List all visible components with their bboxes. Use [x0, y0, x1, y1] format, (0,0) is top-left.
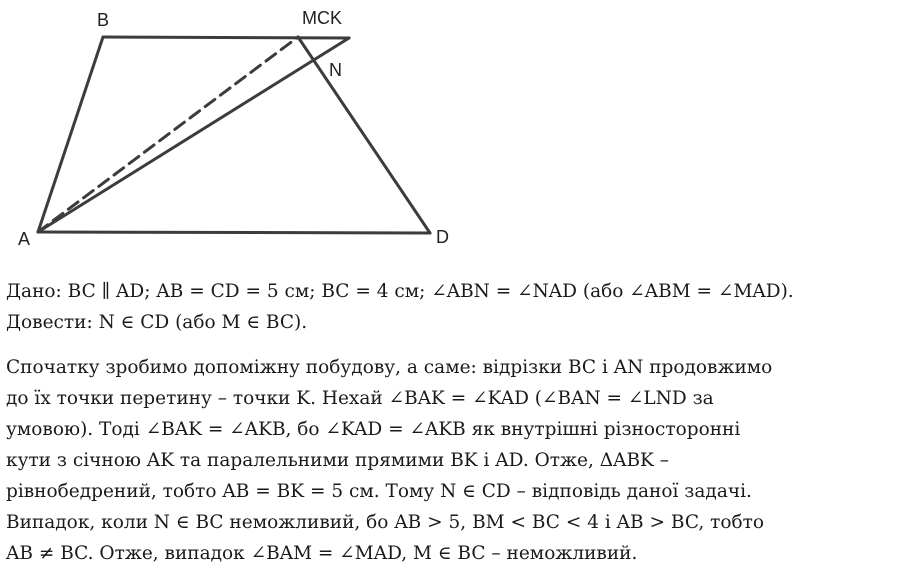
proof-line: Спочатку зробимо допоміжну побудову, а саме: відрізки BC і AN продовжимо	[6, 357, 773, 378]
label-n: N	[329, 60, 342, 80]
proof-line: Випадок, коли N ∈ BC неможливий, бо AB > 5, BM < BC < 4 і AB > BC, тобто	[6, 512, 764, 533]
base-bck	[103, 37, 349, 38]
trapezoid-figure	[0, 0, 903, 265]
label-d: D	[436, 227, 449, 247]
label-a: A	[18, 229, 31, 249]
side-ab	[38, 37, 103, 232]
proof-line: умовою). Тоді ∠BAK = ∠AKB, бо ∠KAD = ∠AKB як внутрішні різносторонні	[6, 419, 741, 440]
label-mck: MCK	[302, 8, 342, 28]
proof-section	[6, 352, 901, 569]
side-cd	[298, 37, 430, 233]
prove-line: Довести: N ∈ CD (або M ∈ BC).	[6, 312, 308, 333]
proof-line: AB ≠ BC. Отже, випадок ∠BAM = ∠MAD, M ∈ BC – неможливий.	[6, 543, 638, 564]
given-line: Дано: BC ∥ AD; AB = CD = 5 см; BC = 4 см; ∠ABN = ∠NAD (або ∠ABM = ∠MAD).	[6, 281, 794, 302]
segment-ak	[38, 38, 349, 232]
proof-line: рівнобедрений, тобто AB = BK = 5 см. Тому N ∈ CD – відповідь даної задачі.	[6, 481, 752, 502]
base-ad	[38, 232, 430, 233]
segment-am-dashed	[38, 37, 298, 232]
label-b: B	[97, 10, 110, 30]
proof-line: кути з січною AK та паралельними прямими BK і AD. Отже, ΔABK –	[6, 450, 670, 471]
given-section	[6, 276, 901, 338]
proof-line: до їх точки перетину – точки K. Нехай ∠BAK = ∠KAD (∠BAN = ∠LND за	[6, 388, 714, 409]
